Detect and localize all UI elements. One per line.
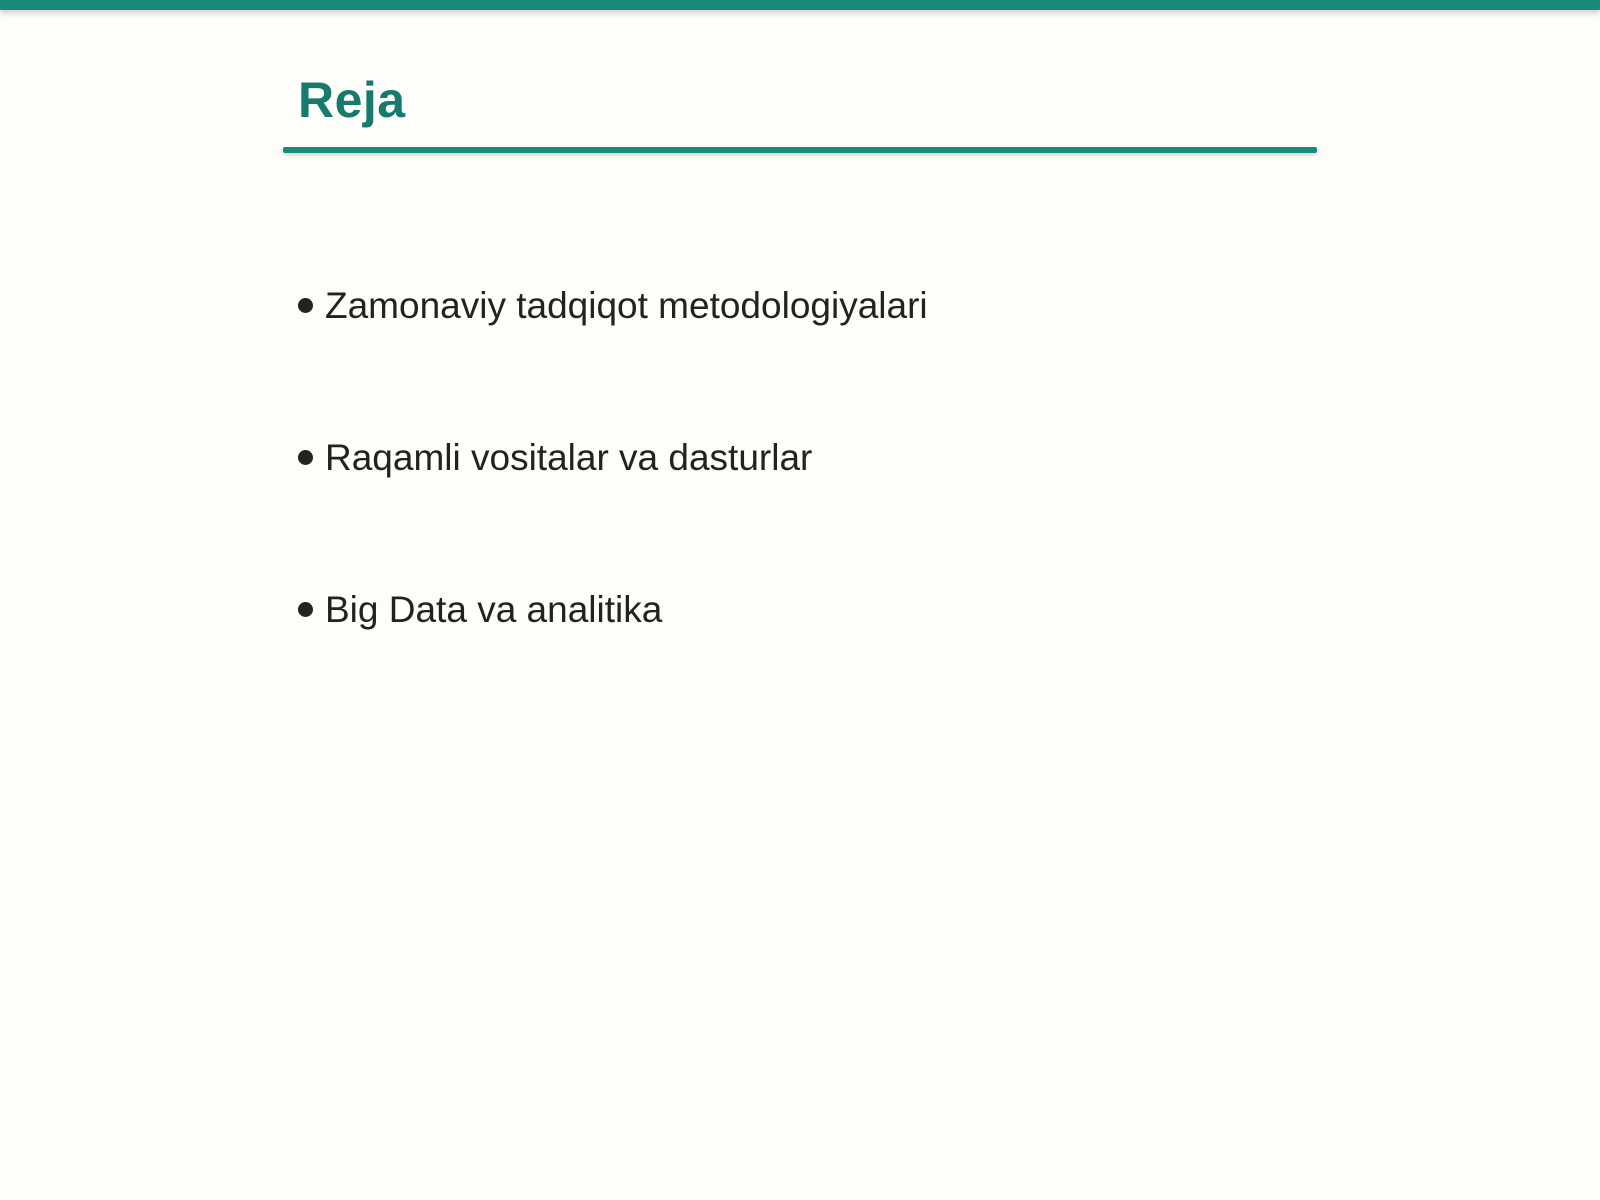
bullet-item [298,278,928,430]
bullet-item [298,430,928,582]
bullet-dot-icon [298,450,313,465]
bullet-text: Big Data va analitika [325,589,663,630]
bullet-item [298,582,928,734]
slide-title: Reja [298,72,406,128]
bullet-text: Raqamli vositalar va dasturlar [325,437,813,478]
bullet-dot-icon [298,298,313,313]
bullet-dot-icon [298,602,313,617]
bullet-list [298,278,928,734]
title-underline [283,147,1317,153]
top-accent-bar [0,0,1600,10]
bullet-text: Zamonaviy tadqiqot metodologiyalari [325,285,928,326]
